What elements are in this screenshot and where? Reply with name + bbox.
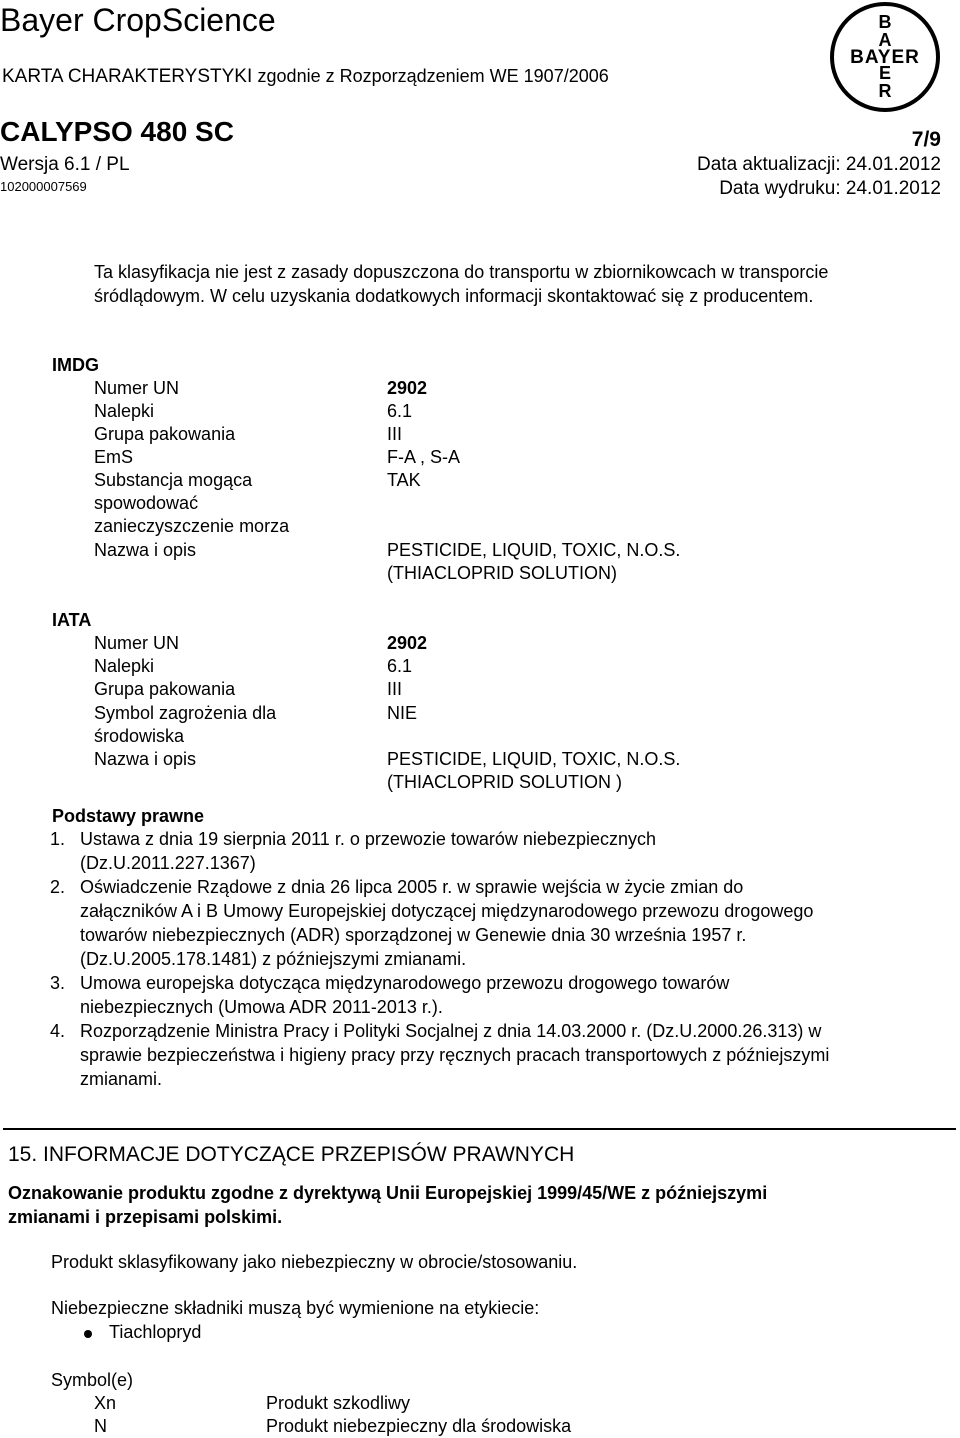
version: Wersja 6.1 / PL <box>0 154 130 175</box>
document-type: KARTA CHARAKTERYSTYKI <box>2 66 253 87</box>
symbol-code-xn: Xn <box>94 1393 117 1413</box>
section-divider <box>3 1128 956 1130</box>
document-code: 102000007569 <box>0 179 87 194</box>
intro-line-2: śródlądowym. W celu uzyskania dodatkowych informacji skontaktować się z producentem. <box>94 286 814 306</box>
symbols-label: Symbol(e) <box>51 1370 134 1390</box>
iata-labels-label: Nalepki <box>94 656 155 676</box>
page-number: 7/9 <box>911 128 941 151</box>
date-updated: Data aktualizacji: 24.01.2012 <box>697 154 941 175</box>
imdg-labels-label: Nalepki <box>94 401 155 421</box>
legal-item-3-line-2: niebezpiecznych (Umowa ADR 2011-2013 r.). <box>80 997 443 1017</box>
imdg-name-value-1: PESTICIDE, LIQUID, TOXIC, N.O.S. <box>387 540 681 560</box>
imdg-marine-pollutant-label-2: spowodować <box>94 493 199 513</box>
legal-item-2-line-3: towarów niebezpiecznych (ADR) sporządzonej w Genewie dnia 30 września 1957 r. <box>80 925 747 945</box>
imdg-un-label: Numer UN <box>94 378 180 398</box>
imdg-heading: IMDG <box>52 355 99 375</box>
imdg-name-label: Nazwa i opis <box>94 540 197 560</box>
imdg-marine-pollutant-label-3: zanieczyszczenie morza <box>94 516 290 536</box>
iata-labels-value: 6.1 <box>387 656 413 676</box>
section-15-subheading-2: zmianami i przepisami polskimi. <box>8 1207 283 1227</box>
imdg-marine-pollutant-label-1: Substancja mogąca <box>94 470 253 490</box>
legal-item-2-line-1: Oświadczenie Rządowe z dnia 26 lipca 2005 r. w sprawie wejścia w życie zmian do <box>80 877 744 897</box>
regulation-reference: zgodnie z Rozporządzeniem WE 1907/2006 <box>257 66 609 86</box>
legal-item-4-line-2: sprawie bezpieczeństwa i higieny pracy przy ręcznych pracach transportowych z późniejszymi <box>80 1045 830 1065</box>
symbol-desc-xn: Produkt szkodliwy <box>266 1393 411 1413</box>
iata-un-value: 2902 <box>387 633 428 653</box>
iata-env-hazard-label-2: środowiska <box>94 726 185 746</box>
date-printed: Data wydruku: 24.01.2012 <box>719 178 941 199</box>
imdg-packing-group-label: Grupa pakowania <box>94 424 236 444</box>
document-title <box>2 66 609 88</box>
imdg-packing-group-value: III <box>387 424 403 444</box>
imdg-labels-value: 6.1 <box>387 401 413 421</box>
imdg-name-value-2: (THIACLOPRID SOLUTION) <box>387 563 618 583</box>
iata-un-label: Numer UN <box>94 633 180 653</box>
imdg-ems-label: EmS <box>94 447 134 467</box>
imdg-ems-value: F-A , S-A <box>387 447 461 467</box>
section-15-heading: 15. INFORMACJE DOTYCZĄCE PRZEPISÓW PRAWNYCH <box>8 1143 575 1166</box>
components-label: Niebezpieczne składniki muszą być wymienione na etykiecie: <box>51 1298 540 1318</box>
iata-name-value-2: (THIACLOPRID SOLUTION ) <box>387 772 623 792</box>
legal-heading: Podstawy prawne <box>52 806 205 826</box>
legal-item-2-number: 2. <box>50 877 66 897</box>
iata-name-value-1: PESTICIDE, LIQUID, TOXIC, N.O.S. <box>387 749 681 769</box>
iata-heading: IATA <box>52 610 92 630</box>
bayer-logo <box>829 1 941 113</box>
iata-env-hazard-value: NIE <box>387 703 418 723</box>
classification-statement: Produkt sklasyfikowany jako niebezpieczny w obrocie/stosowaniu. <box>51 1252 578 1272</box>
bullet-icon <box>84 1330 92 1338</box>
logo-letter-r-bottom: R <box>878 81 892 101</box>
legal-item-2-line-2: załączników A i B Umowy Europejskiej dotyczącej międzynarodowego przewozu drogowego <box>80 901 814 921</box>
legal-item-3-number: 3. <box>50 973 66 993</box>
section-15-subheading-1: Oznakowanie produktu zgodne z dyrektywą Unii Europejskiej 1999/45/WE z późniejszymi <box>8 1183 768 1203</box>
logo-letter-e-vertical: E <box>878 63 892 83</box>
legal-item-3-line-1: Umowa europejska dotycząca międzynarodowego przewozu drogowego towarów <box>80 973 730 993</box>
iata-packing-group-label: Grupa pakowania <box>94 679 236 699</box>
iata-env-hazard-label-1: Symbol zagrożenia dla <box>94 703 277 723</box>
legal-item-1-line-1: Ustawa z dnia 19 sierpnia 2011 r. o przewozie towarów niebezpiecznych <box>80 829 656 849</box>
iata-name-label: Nazwa i opis <box>94 749 197 769</box>
component-item: Tiachlopryd <box>109 1322 202 1342</box>
company-name: Bayer CropScience <box>0 2 276 38</box>
legal-item-1-line-2: (Dz.U.2011.227.1367) <box>80 853 256 873</box>
product-name: CALYPSO 480 SC <box>0 116 234 147</box>
iata-packing-group-value: III <box>387 679 403 699</box>
legal-item-2-line-4: (Dz.U.2005.178.1481) z późniejszymi zmianami. <box>80 949 467 969</box>
imdg-un-value: 2902 <box>387 378 428 398</box>
legal-item-4-line-3: zmianami. <box>80 1069 163 1089</box>
symbol-code-n: N <box>94 1416 107 1436</box>
logo-word: BAYER <box>850 47 920 68</box>
intro-line-1: Ta klasyfikacja nie jest z zasady dopuszczona do transportu w zbiornikowcach w transporcie <box>94 262 829 282</box>
logo-letter-a-vertical: A <box>878 30 892 50</box>
legal-item-1-number: 1. <box>50 829 66 849</box>
imdg-marine-pollutant-value: TAK <box>387 470 421 490</box>
symbol-desc-n: Produkt niebezpieczny dla środowiska <box>266 1416 572 1436</box>
logo-letter-b-top: B <box>878 12 892 32</box>
legal-item-4-number: 4. <box>50 1021 66 1041</box>
legal-item-4-line-1: Rozporządzenie Ministra Pracy i Polityki Socjalnej z dnia 14.03.2000 r. (Dz.U.2000.26.313) w <box>80 1021 822 1041</box>
